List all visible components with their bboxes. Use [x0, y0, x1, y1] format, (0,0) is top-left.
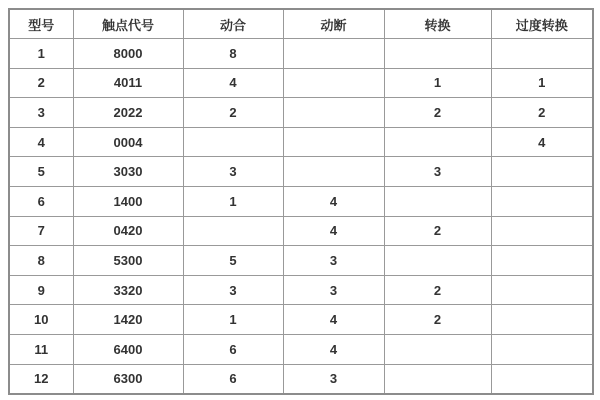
cell: 7 — [9, 216, 73, 246]
cell: 6400 — [73, 335, 183, 365]
cell: 4 — [283, 305, 384, 335]
cell: 3030 — [73, 157, 183, 187]
cell: 2 — [183, 98, 283, 128]
cell: 12 — [9, 364, 73, 394]
cell: 1 — [9, 39, 73, 69]
table-row — [9, 98, 593, 128]
cell: 11 — [9, 335, 73, 365]
cell: 6300 — [73, 364, 183, 394]
cell — [183, 127, 283, 157]
cell: 6 — [183, 364, 283, 394]
cell: 8 — [183, 39, 283, 69]
cell: 1420 — [73, 305, 183, 335]
cell: 1 — [491, 68, 593, 98]
cell: 8000 — [73, 39, 183, 69]
cell: 3320 — [73, 275, 183, 305]
cell: 8 — [9, 246, 73, 276]
cell: 3 — [283, 364, 384, 394]
cell: 4011 — [73, 68, 183, 98]
cell: 10 — [9, 305, 73, 335]
column-header: 动合 — [183, 9, 283, 39]
cell: 2022 — [73, 98, 183, 128]
cell: 3 — [9, 98, 73, 128]
table-row — [9, 68, 593, 98]
cell — [384, 335, 491, 365]
cell: 4 — [183, 68, 283, 98]
cell — [384, 127, 491, 157]
cell — [491, 364, 593, 394]
cell: 4 — [491, 127, 593, 157]
contact-spec-table-container — [8, 8, 594, 395]
table-row — [9, 305, 593, 335]
cell — [283, 127, 384, 157]
cell: 1400 — [73, 187, 183, 217]
cell — [283, 39, 384, 69]
table-row — [9, 246, 593, 276]
cell: 0004 — [73, 127, 183, 157]
cell — [491, 216, 593, 246]
cell: 0420 — [73, 216, 183, 246]
cell: 4 — [9, 127, 73, 157]
cell: 5 — [183, 246, 283, 276]
table-row — [9, 364, 593, 394]
cell: 2 — [384, 98, 491, 128]
table-row — [9, 275, 593, 305]
cell: 3 — [283, 275, 384, 305]
table-row — [9, 127, 593, 157]
cell: 4 — [283, 187, 384, 217]
table-row — [9, 335, 593, 365]
cell: 2 — [384, 216, 491, 246]
column-header: 过度转换 — [491, 9, 593, 39]
cell — [491, 335, 593, 365]
cell — [491, 157, 593, 187]
table-row — [9, 187, 593, 217]
cell — [384, 39, 491, 69]
table-row — [9, 157, 593, 187]
cell: 5 — [9, 157, 73, 187]
cell: 6 — [183, 335, 283, 365]
cell: 6 — [9, 187, 73, 217]
cell — [283, 98, 384, 128]
cell — [384, 246, 491, 276]
column-header: 触点代号 — [73, 9, 183, 39]
table-row — [9, 39, 593, 69]
contact-spec-table — [8, 8, 594, 395]
cell — [183, 216, 283, 246]
cell: 3 — [384, 157, 491, 187]
cell: 1 — [384, 68, 491, 98]
column-header: 型号 — [9, 9, 73, 39]
cell: 2 — [491, 98, 593, 128]
column-header: 转换 — [384, 9, 491, 39]
cell: 5300 — [73, 246, 183, 276]
cell: 4 — [283, 216, 384, 246]
header-row — [9, 9, 593, 39]
cell — [491, 275, 593, 305]
cell — [283, 157, 384, 187]
cell — [384, 364, 491, 394]
cell: 3 — [283, 246, 384, 276]
cell: 3 — [183, 275, 283, 305]
table-body — [9, 39, 593, 394]
cell: 2 — [384, 275, 491, 305]
cell: 2 — [9, 68, 73, 98]
cell: 4 — [283, 335, 384, 365]
cell: 2 — [384, 305, 491, 335]
cell — [491, 187, 593, 217]
cell: 1 — [183, 187, 283, 217]
cell: 1 — [183, 305, 283, 335]
table-row — [9, 216, 593, 246]
cell — [491, 39, 593, 69]
cell: 3 — [183, 157, 283, 187]
cell — [283, 68, 384, 98]
cell: 9 — [9, 275, 73, 305]
column-header: 动断 — [283, 9, 384, 39]
cell — [491, 246, 593, 276]
cell — [384, 187, 491, 217]
cell — [491, 305, 593, 335]
